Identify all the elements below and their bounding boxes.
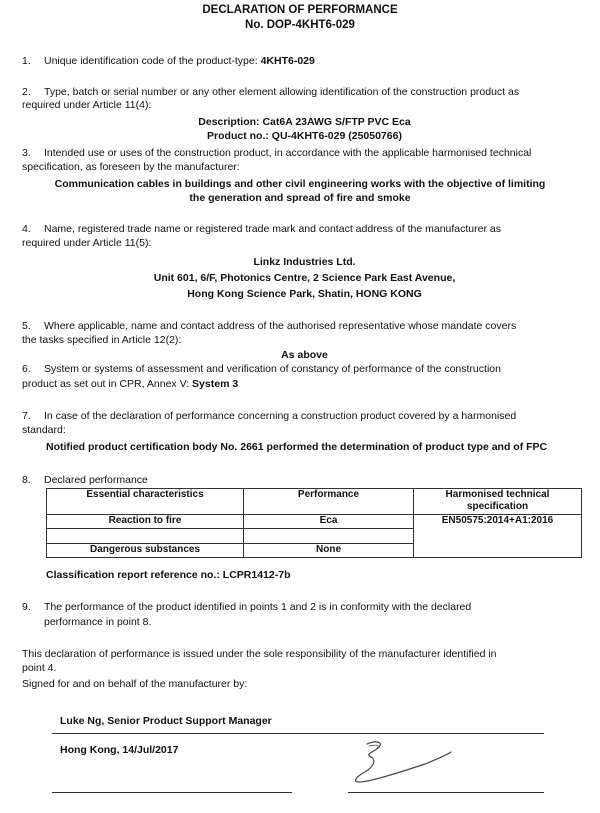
item-1-number: 1. [22, 55, 31, 67]
header-performance: Performance [244, 489, 414, 515]
item-6-number: 6. [22, 363, 31, 375]
manufacturer-address-1: Unit 601, 6/F, Photonics Centre, 2 Science Park East Avenue, [153, 272, 456, 284]
item-8-text: Declared performance [44, 474, 148, 486]
table-row-empty [47, 529, 244, 544]
item-3-number: 3. [22, 147, 31, 159]
item-2-description: Description: Cat6A 23AWG S/FTP PVC Eca [198, 116, 411, 128]
document-number: No. DOP-4KHT6-029 [245, 19, 355, 31]
date-line [52, 792, 292, 793]
item-3-use-line2: the generation and spread of fire and smoke [189, 192, 411, 204]
item-1-value: 4KHT6-029 [260, 55, 315, 67]
place-date: Hong Kong, 14/Jul/2017 [60, 744, 179, 756]
item-6-line2: product as set out in CPR, Annex V: System 3 [22, 378, 239, 390]
table-cell-none: None [244, 544, 414, 558]
item-7-line2: standard: [22, 424, 66, 436]
item-9-line2: performance in point 8. [44, 616, 152, 628]
item-5-number: 5. [22, 320, 31, 332]
item-2-number: 2. [22, 86, 31, 98]
item-4-line1: Name, registered trade name or registered trade mark and contact address of the manufacturer as [44, 223, 501, 235]
item-7-line1: In case of the declaration of performance concerning a construction product covered by a harmonised [44, 410, 517, 422]
signed-statement: Signed for and on behalf of the manufacturer by: [22, 678, 248, 690]
item-8-number: 8. [22, 474, 31, 486]
item-5-line2: the tasks specified in Article 12(2): [22, 334, 182, 346]
item-4-line2: required under Article 11(5): [22, 237, 152, 249]
item-3-use-line1: Communication cables in buildings and other civil engineering works with the objective of limiting [54, 178, 546, 190]
signature-line [348, 792, 544, 793]
item-7-number: 7. [22, 410, 31, 422]
item-9-number: 9. [22, 601, 31, 613]
item-2-line1: Type, batch or serial number or any other element allowing identification of the construction product as [44, 86, 520, 98]
performance-table [46, 488, 582, 558]
classification-reference: Classification report reference no.: LCPR1412-7b [46, 569, 291, 581]
manufacturer-address-2: Hong Kong Science Park, Shatin, HONG KONG [187, 288, 422, 300]
item-1-text: Unique identification code of the product-type: 4KHT6-029 [44, 55, 315, 67]
table-row-reaction-to-fire: Reaction to fire [47, 515, 244, 529]
header-harmonised-specification: Harmonised technical specification [414, 489, 582, 515]
item-3-line2: specification, as foreseen by the manufacturer: [22, 161, 240, 173]
header-essential-characteristics: Essential characteristics [47, 489, 244, 515]
signatory-name: Luke Ng, Senior Product Support Manager [60, 715, 272, 727]
table-cell-eca: Eca [244, 515, 414, 529]
item-6-value: System 3 [192, 378, 239, 390]
item-2-product-no: Product no.: QU-4KHT6-029 (25050766) [207, 130, 402, 142]
table-cell-empty [244, 529, 414, 544]
item-3-line1: Intended use or uses of the construction product, in accordance with the applicable harmonised technical [44, 147, 532, 159]
item-2-line2: required under Article 11(4): [22, 99, 152, 111]
signatory-line [52, 733, 544, 734]
item-5-value: As above [281, 349, 328, 361]
closing-line2: point 4. [22, 662, 57, 674]
closing-line1: This declaration of performance is issued under the sole responsibility of the manufacturer identified in [22, 648, 497, 660]
table-cell-spec: EN50575:2014+A1:2016 [414, 515, 582, 558]
document-title: DECLARATION OF PERFORMANCE [202, 4, 398, 16]
handwritten-signature [345, 738, 455, 790]
item-6-line1: System or systems of assessment and verification of constancy of performance of the construction [44, 363, 501, 375]
table-row-dangerous-substances: Dangerous substances [47, 544, 244, 558]
item-9-line1: The performance of the product identified in points 1 and 2 is in conformity with the declared [44, 601, 472, 613]
item-5-line1: Where applicable, name and contact address of the authorised representative whose mandate covers [44, 320, 517, 332]
item-7-value: Notified product certification body No. 2661 performed the determination of product type and of FPC [46, 441, 548, 453]
manufacturer-name: Linkz Industries Ltd. [253, 256, 356, 268]
item-4-number: 4. [22, 223, 31, 235]
